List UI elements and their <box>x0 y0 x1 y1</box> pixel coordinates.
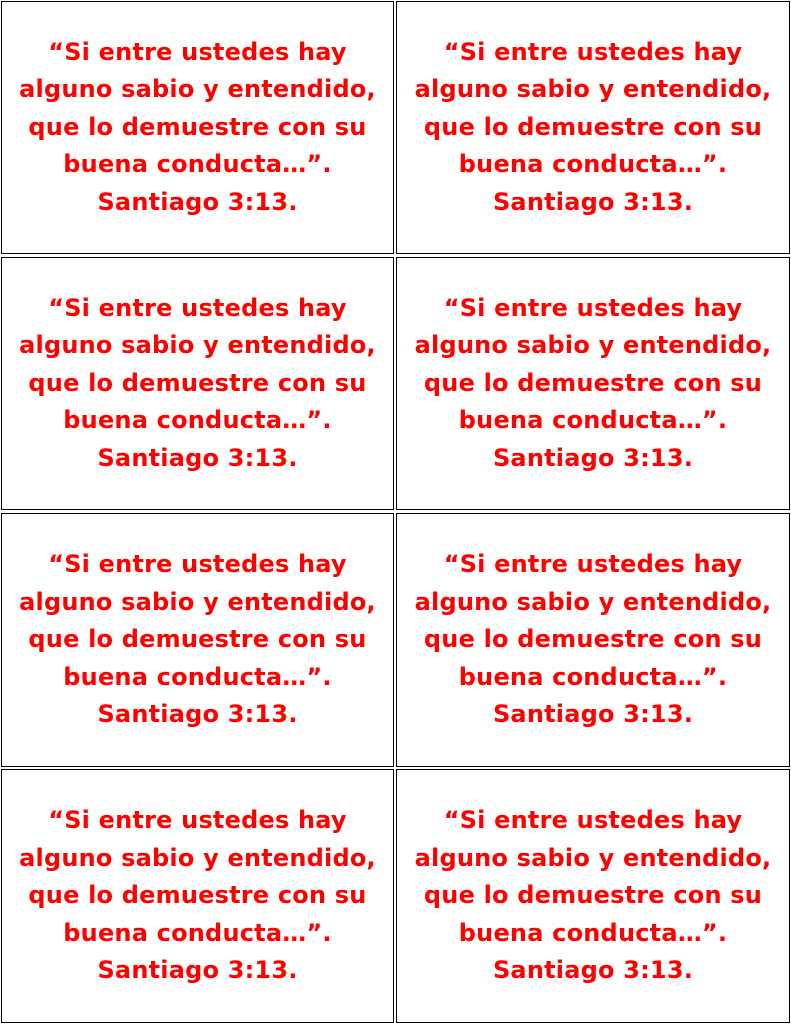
verse-line: alguno sabio y entendido, <box>414 75 772 104</box>
verse-line: que lo demuestre con su <box>423 881 763 910</box>
verse-line: que lo demuestre con su <box>28 625 367 654</box>
verse-card <box>396 257 790 510</box>
verse-line: que lo demuestre con su <box>423 625 763 654</box>
verse-line: alguno sabio y entendido, <box>414 843 772 872</box>
verse-line: “Si entre ustedes hay <box>48 550 347 579</box>
verse-reference: Santiago 3:13. <box>492 187 694 216</box>
verse-line: que lo demuestre con su <box>28 368 367 397</box>
verse-line: buena conducta…”. <box>458 406 728 435</box>
verse-card <box>1 1 394 254</box>
verse-line: “Si entre ustedes hay <box>48 293 347 322</box>
verse-line: buena conducta…”. <box>458 662 728 691</box>
verse-line: que lo demuestre con su <box>28 881 367 910</box>
verse-line: que lo demuestre con su <box>423 368 763 397</box>
verse-reference: Santiago 3:13. <box>97 700 298 729</box>
verse-line: “Si entre ustedes hay <box>443 806 743 835</box>
verse-reference: Santiago 3:13. <box>97 443 298 472</box>
verse-card <box>1 257 394 510</box>
verse-reference: Santiago 3:13. <box>492 700 694 729</box>
verse-line: buena conducta…”. <box>458 150 728 179</box>
verse-line: que lo demuestre con su <box>423 112 763 141</box>
verse-text <box>415 802 772 990</box>
verse-card <box>396 769 790 1023</box>
verse-text <box>19 290 376 478</box>
verse-text <box>19 34 376 222</box>
verse-line: alguno sabio y entendido, <box>19 331 376 360</box>
verse-line: alguno sabio y entendido, <box>19 587 376 616</box>
verse-card <box>1 513 394 767</box>
verse-reference: Santiago 3:13. <box>492 956 694 985</box>
verse-reference: Santiago 3:13. <box>492 443 694 472</box>
verse-line: buena conducta…”. <box>63 662 332 691</box>
verse-line: buena conducta…”. <box>63 406 332 435</box>
verse-text <box>415 546 772 734</box>
verse-text <box>415 290 772 478</box>
verse-line: “Si entre ustedes hay <box>48 37 347 66</box>
verse-line: “Si entre ustedes hay <box>443 293 743 322</box>
verse-line: alguno sabio y entendido, <box>414 587 772 616</box>
verse-line: alguno sabio y entendido, <box>19 75 376 104</box>
verse-line: buena conducta…”. <box>458 918 728 947</box>
verse-card <box>396 1 790 254</box>
verse-line: que lo demuestre con su <box>28 112 367 141</box>
verse-reference: Santiago 3:13. <box>97 956 298 985</box>
verse-line: buena conducta…”. <box>63 150 332 179</box>
verse-line: alguno sabio y entendido, <box>19 843 376 872</box>
verse-line: “Si entre ustedes hay <box>443 37 743 66</box>
verse-text <box>19 802 376 990</box>
verse-line: “Si entre ustedes hay <box>48 806 347 835</box>
verse-text <box>415 34 772 222</box>
verse-reference: Santiago 3:13. <box>97 187 298 216</box>
verse-card <box>396 513 790 767</box>
verse-line: “Si entre ustedes hay <box>443 550 743 579</box>
verse-card <box>1 769 394 1023</box>
verse-line: alguno sabio y entendido, <box>414 331 772 360</box>
verse-text <box>19 546 376 734</box>
verse-line: buena conducta…”. <box>63 918 332 947</box>
